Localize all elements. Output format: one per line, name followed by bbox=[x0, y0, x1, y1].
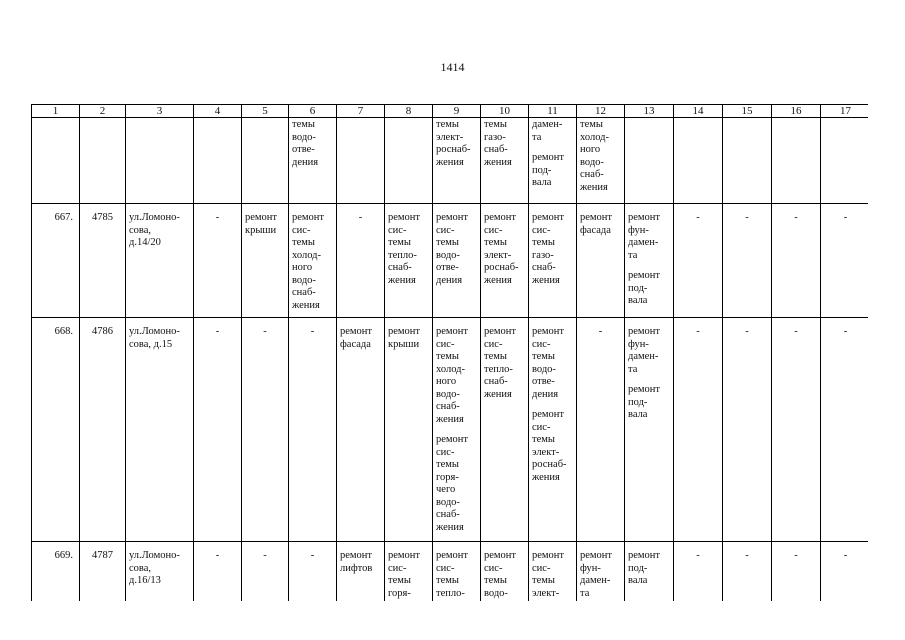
cell bbox=[577, 542, 625, 602]
cell-line: ул.Ломоно- bbox=[129, 212, 180, 223]
cell-line: снаб- bbox=[532, 262, 556, 273]
cell-line: темы bbox=[388, 575, 411, 586]
cell-line: холод- bbox=[292, 249, 321, 261]
cell-line: темы bbox=[532, 575, 555, 586]
cell-line: ремонт bbox=[436, 212, 469, 223]
cell bbox=[337, 318, 385, 542]
cell-line: ул.Ломоно- bbox=[129, 550, 180, 561]
cell-line: ремонт bbox=[580, 550, 613, 561]
cell-line: жения bbox=[388, 274, 416, 286]
cell-line: роснаб- bbox=[484, 262, 519, 273]
cell-line: снаб- bbox=[292, 287, 316, 298]
cell-line: снаб- bbox=[436, 509, 460, 520]
cell-line: отве- bbox=[436, 262, 459, 273]
cell bbox=[481, 318, 529, 542]
cell bbox=[674, 118, 723, 204]
table-row bbox=[32, 542, 869, 602]
cell bbox=[529, 204, 577, 318]
cell bbox=[625, 318, 674, 542]
cell: - bbox=[723, 542, 772, 602]
cell bbox=[289, 118, 337, 204]
cell-line: тепло- bbox=[484, 363, 513, 375]
cell-line: ремонт bbox=[628, 270, 661, 281]
cell: - bbox=[674, 542, 723, 602]
table-row bbox=[32, 318, 869, 542]
col-header: 12 bbox=[577, 105, 625, 118]
cell-line: роснаб- bbox=[436, 144, 471, 155]
cell-line: снаб- bbox=[436, 401, 460, 412]
cell-line: водо- bbox=[532, 363, 556, 375]
col-header: 6 bbox=[289, 105, 337, 118]
cell: - bbox=[242, 318, 289, 542]
cell-line: холод- bbox=[580, 131, 609, 143]
cell bbox=[289, 204, 337, 318]
cell: - bbox=[194, 318, 242, 542]
cell-line: сис- bbox=[388, 562, 407, 574]
cell: - bbox=[289, 318, 337, 542]
cell-line: темы bbox=[484, 575, 507, 586]
cell-line: жения bbox=[580, 181, 608, 193]
cell-line: фасада bbox=[580, 224, 611, 236]
cell bbox=[126, 118, 194, 204]
cell-line: газо- bbox=[532, 249, 554, 261]
cell-line: сова, bbox=[129, 562, 152, 574]
cell-line: сис- bbox=[388, 224, 407, 236]
cell-line: жения bbox=[292, 299, 320, 311]
address bbox=[126, 318, 194, 542]
cell-line: ремонт bbox=[484, 212, 517, 223]
cell-line: вала bbox=[628, 409, 648, 420]
cell-line: темы bbox=[484, 237, 507, 248]
cell: - bbox=[821, 204, 869, 318]
cell-line: сис- bbox=[532, 338, 551, 350]
cell-line: под- bbox=[628, 282, 648, 294]
cell-line: жения bbox=[532, 471, 560, 483]
cell-gap bbox=[628, 376, 670, 384]
cell: - bbox=[194, 542, 242, 602]
cell-line: темы bbox=[388, 237, 411, 248]
cell-line: дамен- bbox=[580, 575, 611, 586]
cell-line: та bbox=[580, 587, 590, 599]
cell-line: та bbox=[532, 131, 542, 143]
cell-line: чего bbox=[436, 484, 456, 495]
cell: - bbox=[723, 204, 772, 318]
cell-line: снаб- bbox=[484, 376, 508, 387]
cell-line: ремонт bbox=[532, 326, 565, 337]
cell-line: холод- bbox=[436, 363, 465, 375]
cell-line: ремонт bbox=[436, 434, 469, 445]
cell: - bbox=[289, 542, 337, 602]
cell-line: ремонт bbox=[388, 212, 421, 223]
cell-line: сис- bbox=[484, 562, 503, 574]
cell-line: вала bbox=[532, 177, 552, 188]
cell-line: ного bbox=[436, 376, 457, 387]
cell bbox=[529, 118, 577, 204]
cell bbox=[80, 118, 126, 204]
cell-line: элект- bbox=[532, 446, 560, 458]
col-header: 1 bbox=[32, 105, 80, 118]
cell-line: сис- bbox=[484, 224, 503, 236]
cell-line: сис- bbox=[436, 562, 455, 574]
cell: - bbox=[821, 318, 869, 542]
cell-line: дамен- bbox=[532, 119, 563, 130]
cell: - bbox=[723, 318, 772, 542]
cell-line: темы bbox=[484, 119, 507, 130]
row-number: 668. bbox=[32, 318, 80, 542]
building-code: 4785 bbox=[80, 204, 126, 318]
cell-line: фун- bbox=[628, 224, 649, 236]
address bbox=[126, 542, 194, 602]
cell-line: под- bbox=[532, 164, 552, 176]
cell: - bbox=[242, 542, 289, 602]
cell bbox=[433, 118, 481, 204]
cell-line: д.16/13 bbox=[129, 575, 161, 586]
cell-line: ремонт bbox=[436, 550, 469, 561]
cell bbox=[385, 204, 433, 318]
cell-line: жения bbox=[436, 413, 464, 425]
cell-line: жения bbox=[484, 274, 512, 286]
cell-line: ремонт bbox=[340, 326, 373, 337]
cell: - bbox=[821, 542, 869, 602]
cell-line: элект- bbox=[436, 131, 464, 143]
cell-line: сис- bbox=[484, 338, 503, 350]
cell-line: водо- bbox=[436, 249, 460, 261]
cell-line: жения bbox=[436, 156, 464, 168]
cell: - bbox=[674, 204, 723, 318]
col-header: 14 bbox=[674, 105, 723, 118]
cell-line: ремонт bbox=[532, 550, 565, 561]
building-code: 4786 bbox=[80, 318, 126, 542]
col-header: 10 bbox=[481, 105, 529, 118]
col-header: 15 bbox=[723, 105, 772, 118]
continuation-row bbox=[32, 118, 869, 204]
cell-line: ного bbox=[580, 144, 601, 155]
cell bbox=[194, 118, 242, 204]
cell-line: крыши bbox=[388, 338, 420, 350]
cell-line: водо- bbox=[436, 388, 460, 400]
col-header: 13 bbox=[625, 105, 674, 118]
cell: - bbox=[772, 542, 821, 602]
cell-line: темы bbox=[436, 119, 459, 130]
cell-line: фасада bbox=[340, 338, 371, 350]
cell bbox=[385, 318, 433, 542]
cell-line: темы bbox=[484, 351, 507, 362]
cell bbox=[772, 118, 821, 204]
col-header: 17 bbox=[821, 105, 869, 118]
cell-line: ремонт bbox=[245, 212, 278, 223]
cell-line: водо- bbox=[484, 587, 508, 599]
col-header: 3 bbox=[126, 105, 194, 118]
row-number: 669. bbox=[32, 542, 80, 602]
cell bbox=[481, 204, 529, 318]
cell bbox=[433, 318, 481, 542]
cell-line: сис- bbox=[436, 224, 455, 236]
cell bbox=[433, 204, 481, 318]
cell-line: темы bbox=[580, 119, 603, 130]
cell-line: дамен- bbox=[628, 351, 659, 362]
cell: - bbox=[577, 318, 625, 542]
cell bbox=[625, 118, 674, 204]
cell-line: дения bbox=[292, 156, 319, 168]
cell-line: ремонт bbox=[628, 326, 661, 337]
cell-line: ремонт bbox=[628, 212, 661, 223]
cell-line: элект- bbox=[532, 587, 560, 599]
cell-line: водо- bbox=[292, 131, 316, 143]
cell-line: ремонт bbox=[436, 326, 469, 337]
cell-line: д.14/20 bbox=[129, 237, 161, 248]
col-header: 5 bbox=[242, 105, 289, 118]
cell-line: снаб- bbox=[388, 262, 412, 273]
cell-line: сис- bbox=[532, 421, 551, 433]
cell-line: ремонт bbox=[532, 409, 565, 420]
cell-line: фун- bbox=[628, 338, 649, 350]
cell bbox=[385, 542, 433, 602]
repair-table bbox=[31, 104, 868, 601]
col-header: 4 bbox=[194, 105, 242, 118]
cell-line: темы bbox=[532, 237, 555, 248]
cell-line: та bbox=[628, 249, 638, 261]
cell-gap bbox=[436, 426, 477, 434]
cell-line: водо- bbox=[580, 156, 604, 168]
cell-gap bbox=[532, 401, 573, 409]
cell-line: та bbox=[628, 363, 638, 375]
cell-line: тепло- bbox=[436, 587, 465, 599]
cell-line: темы bbox=[292, 237, 315, 248]
cell bbox=[481, 542, 529, 602]
page-number: 1414 bbox=[440, 60, 465, 74]
cell bbox=[723, 118, 772, 204]
cell-line: ремонт bbox=[388, 326, 421, 337]
cell-line: сова, bbox=[129, 224, 152, 236]
cell-line: ремонт bbox=[388, 550, 421, 561]
cell-line: тепло- bbox=[388, 249, 417, 261]
cell-line: вала bbox=[628, 295, 648, 306]
cell-line: темы bbox=[532, 351, 555, 362]
cell-line: темы bbox=[532, 434, 555, 445]
address bbox=[126, 204, 194, 318]
cell bbox=[481, 118, 529, 204]
cell: - bbox=[337, 204, 385, 318]
cell-line: дамен- bbox=[628, 237, 659, 248]
cell-line: жения bbox=[436, 521, 464, 533]
cell bbox=[577, 204, 625, 318]
cell-line: под- bbox=[628, 562, 648, 574]
cell-line: фун- bbox=[580, 562, 601, 574]
cell-line: сова, д.15 bbox=[129, 338, 173, 350]
cell-line: горя- bbox=[388, 587, 411, 599]
cell bbox=[625, 204, 674, 318]
col-header: 9 bbox=[433, 105, 481, 118]
cell bbox=[625, 542, 674, 602]
table-row bbox=[32, 204, 869, 318]
column-number-row bbox=[32, 105, 869, 118]
col-header: 16 bbox=[772, 105, 821, 118]
cell-line: дения bbox=[436, 274, 463, 286]
cell-gap bbox=[628, 262, 670, 270]
cell-line: темы bbox=[436, 351, 459, 362]
cell-line: снаб- bbox=[484, 144, 508, 155]
cell-line: лифтов bbox=[340, 562, 373, 574]
cell-line: сис- bbox=[292, 224, 311, 236]
cell-line: газо- bbox=[484, 131, 506, 143]
cell: - bbox=[674, 318, 723, 542]
cell-line: сис- bbox=[436, 446, 455, 458]
col-header: 8 bbox=[385, 105, 433, 118]
cell-line: темы bbox=[436, 575, 459, 586]
cell-line: ремонт bbox=[484, 326, 517, 337]
cell-line: жения bbox=[484, 156, 512, 168]
cell bbox=[337, 118, 385, 204]
cell-line: сис- bbox=[436, 338, 455, 350]
cell-line: сис- bbox=[532, 562, 551, 574]
cell-line: отве- bbox=[532, 376, 555, 387]
cell-line: темы bbox=[436, 237, 459, 248]
cell-line: дения bbox=[532, 388, 559, 400]
cell-line: ного bbox=[292, 262, 313, 273]
cell-line: темы bbox=[436, 459, 459, 470]
repair-table-wrapper bbox=[31, 104, 868, 601]
cell bbox=[529, 542, 577, 602]
cell bbox=[529, 318, 577, 542]
col-header: 7 bbox=[337, 105, 385, 118]
cell-line: водо- bbox=[436, 496, 460, 508]
cell bbox=[32, 118, 80, 204]
cell bbox=[337, 542, 385, 602]
cell-line: ремонт bbox=[340, 550, 373, 561]
cell-line: сис- bbox=[532, 224, 551, 236]
cell-line: ремонт bbox=[484, 550, 517, 561]
cell-line: ремонт bbox=[580, 212, 613, 223]
cell bbox=[242, 118, 289, 204]
cell-line: темы bbox=[292, 119, 315, 130]
cell-line: вала bbox=[628, 575, 648, 586]
cell-line: снаб- bbox=[580, 169, 604, 180]
cell-line: роснаб- bbox=[532, 459, 567, 470]
cell: - bbox=[772, 204, 821, 318]
cell: - bbox=[772, 318, 821, 542]
col-header: 11 bbox=[529, 105, 577, 118]
col-header: 2 bbox=[80, 105, 126, 118]
cell bbox=[821, 118, 869, 204]
cell-line: ремонт bbox=[532, 212, 565, 223]
cell: - bbox=[194, 204, 242, 318]
cell-line: ремонт bbox=[532, 152, 565, 163]
cell-line: ремонт bbox=[292, 212, 325, 223]
cell bbox=[577, 118, 625, 204]
cell-line: жения bbox=[484, 388, 512, 400]
cell-line: ремонт bbox=[628, 384, 661, 395]
cell-line: водо- bbox=[292, 274, 316, 286]
cell-line: жения bbox=[532, 274, 560, 286]
cell-line: ремонт bbox=[628, 550, 661, 561]
cell-line: ул.Ломоно- bbox=[129, 326, 180, 337]
cell-line: под- bbox=[628, 396, 648, 408]
cell bbox=[242, 204, 289, 318]
row-number: 667. bbox=[32, 204, 80, 318]
building-code: 4787 bbox=[80, 542, 126, 602]
cell bbox=[433, 542, 481, 602]
cell-line: элект- bbox=[484, 249, 512, 261]
cell-line: горя- bbox=[436, 471, 459, 483]
cell-gap bbox=[532, 144, 573, 152]
cell-line: отве- bbox=[292, 144, 315, 155]
cell-line: крыши bbox=[245, 224, 277, 236]
cell bbox=[385, 118, 433, 204]
